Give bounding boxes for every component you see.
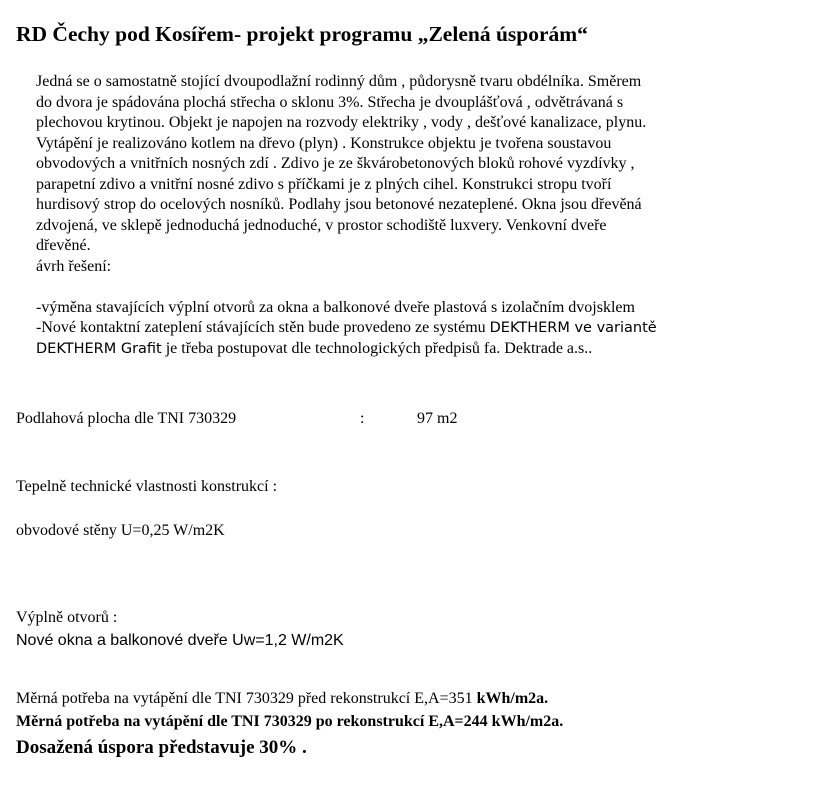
measure-windows: -výměna stavajících výplní otvorů za okna a balkonové dveře plastová s izolačním dvojsklem	[36, 298, 635, 316]
energy-need-after: Měrná potřeba na vytápění dle TNI 730329 po rekonstrukcí E,A=244 kWh/m2a.	[16, 713, 564, 730]
description-line: obvodových a vnitřních nosných zdí . Zdivo je ze škvárobetonových bloků rohové vyzdívky ,	[36, 155, 635, 172]
energy-unit: kWh/m2a.	[476, 690, 549, 707]
windows-u-value: Nové okna a balkonové dveře Uw=1,2 W/m2K	[16, 632, 344, 649]
project-description	[36, 72, 796, 359]
insulation-variant-name: DEKTHERM Grafit	[36, 340, 162, 357]
description-line: dřevěné.	[36, 237, 91, 254]
solution-heading: ávrh řešení:	[36, 257, 112, 275]
thermal-properties-heading: Tepelně technické vlastnosti konstrukcí :	[16, 478, 278, 495]
measure-insulation: -Nové kontaktní zateplení stávajících stěn bude provedeno ze systému DEKTHERM ve variantě	[36, 319, 657, 336]
description-line: do dvora je spádována plochá střecha o sklonu 3%. Střecha je dvouplášťová , odvětrávaná s	[36, 93, 624, 111]
floor-area-colon: :	[360, 410, 365, 427]
description-line: zdvojená, ve sklepě jednoduchá jednoduché, v prostor schodiště luxvery. Venkovní dveře	[36, 216, 607, 234]
description-line: Jedná se o samostatně stojící dvoupodlažní rodinný dům , půdorysně tvaru obdélníka. Směrem	[36, 73, 642, 90]
walls-u-value: obvodové stěny U=0,25 W/m2K	[16, 522, 225, 539]
energy-need-before: Měrná potřeba na vytápění dle TNI 730329 před rekonstrukcí E,A=351 kWh/m2a.	[16, 690, 549, 707]
floor-area-value: 97 m2	[417, 410, 458, 427]
savings-summary: Dosažená úspora představuje 30% .	[16, 737, 307, 758]
insulation-system-name: DEKTHERM ve variantě	[489, 320, 657, 336]
floor-area-label: Podlahová plocha dle TNI 730329	[16, 410, 237, 427]
measure-insulation-continued: DEKTHERM Grafit je třeba postupovat dle technologických předpisů fa. Dektrade a.s..	[36, 339, 593, 357]
description-line: plechovou krytinou. Objekt je napojen na rozvody elektriky , vody , dešťové kanalizace, plynu.	[36, 114, 647, 131]
description-line: Vytápění je realizováno kotlem na dřevo (plyn) . Konstrukce objektu je tvořena soustavou	[36, 134, 612, 152]
description-line: parapetní zdivo a vnitřní nosné zdivo s příčkami je z plných cihel. Konstrukci stropu tvoří	[36, 175, 612, 193]
description-line: hurdisový strop do ocelových nosníků. Podlahy jsou betonové nezateplené. Okna jsou dřevěná	[36, 196, 642, 213]
document-title: RD Čechy pod Kosířem- projekt programu „Zelená úsporám“	[16, 22, 588, 46]
openings-heading: Výplně otvorů :	[16, 609, 118, 626]
